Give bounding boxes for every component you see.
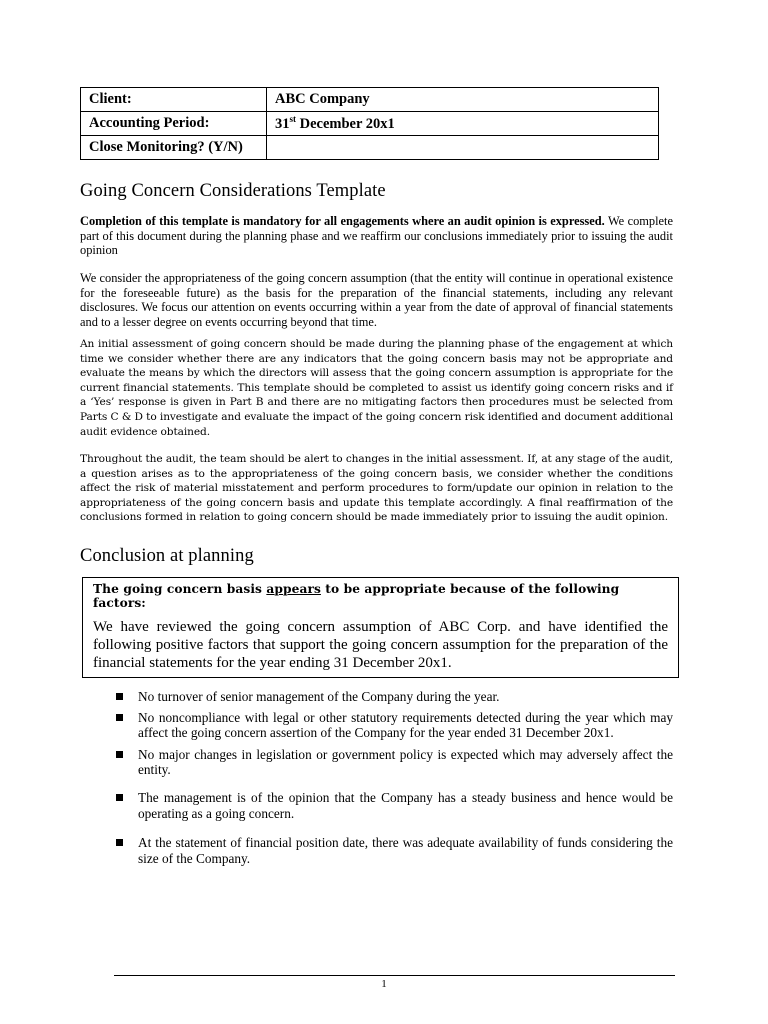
close-monitoring-value bbox=[267, 136, 659, 160]
engagement-info-table bbox=[80, 87, 659, 160]
list-item bbox=[114, 689, 673, 705]
list-item-text: No noncompliance with legal or other statutory requirements detected during the year which may affect the going concern assertion of the Company for the year ended 31 December 20x1. bbox=[138, 709, 673, 741]
conclusion-heading: Conclusion at planning bbox=[80, 546, 254, 566]
conclusion-box-heading bbox=[93, 582, 668, 610]
client-value: ABC Company bbox=[267, 88, 659, 112]
period-day: 31 bbox=[275, 115, 290, 132]
box-head-post: to be appropriate because of the following factors: bbox=[93, 582, 620, 610]
list-item bbox=[114, 710, 673, 741]
period-ordinal: st bbox=[289, 114, 296, 125]
accounting-period-label: Accounting Period: bbox=[81, 112, 267, 136]
intro-rest: We complete part of this document during the planning phase and we reaffirm our conclusions immediately prior to issuing the audit opinion bbox=[80, 214, 673, 258]
list-item-text: No turnover of senior management of the Company during the year. bbox=[138, 689, 500, 704]
list-item bbox=[114, 835, 673, 866]
list-item-text: At the statement of financial position date, there was adequate availability of funds considering the size of the Company. bbox=[138, 835, 673, 866]
accounting-period-value bbox=[267, 112, 659, 136]
box-head-pre: The going concern basis bbox=[93, 582, 267, 596]
square-bullet-icon bbox=[116, 794, 123, 801]
square-bullet-icon bbox=[116, 839, 123, 846]
client-label: Client: bbox=[81, 88, 267, 112]
page-number: 1 bbox=[381, 978, 387, 990]
list-item bbox=[114, 747, 673, 778]
intro-bold: Completion of this template is mandatory for all engagements where an audit opinion is expressed. bbox=[80, 214, 605, 228]
page-title: Going Concern Considerations Template bbox=[80, 181, 386, 201]
box-head-underlined: appears bbox=[266, 582, 321, 596]
footer-divider bbox=[114, 975, 675, 976]
list-item-text: No major changes in legislation or government policy is expected which may adversely affect the entity. bbox=[138, 746, 673, 778]
conclusion-box-text: We have reviewed the going concern assumption of ABC Corp. and have identified the following positive factors that support the going concern assumption for the preparation of the financial statements for the year ending 31 December 20x1. bbox=[93, 619, 668, 671]
square-bullet-icon bbox=[116, 751, 123, 758]
conclusion-box bbox=[82, 577, 679, 678]
paragraph-going-concern-assumption: We consider the appropriateness of the going concern assumption (that the entity will continue in operational existence for the foreseeable future) as the basis for the preparation of the financial statements, including any relevant disclosures. We focus our attention on events occurring within a year from the date of approval of financial statements and to a lesser degree on events occurring beyond that time. bbox=[80, 271, 673, 329]
square-bullet-icon bbox=[116, 693, 123, 700]
paragraph-throughout-audit: Throughout the audit, the team should be alert to changes in the initial assessment. If, at any stage of the audit, a question arises as to the appropriateness of the going concern basis, we consider whether the conditions affect the risk of material misstatement and perform procedures to form/update our opinion in relation to the appropriateness of the going concern basis and update this template accordingly. A final reaffirmation of the conclusions formed in relation to going concern should be made immediately prior to issuing the audit opinion. bbox=[80, 453, 673, 524]
positive-factors-list bbox=[114, 689, 673, 866]
intro-paragraph bbox=[80, 214, 673, 258]
list-item-text: The management is of the opinion that the Company has a steady business and hence would be operating as a going concern. bbox=[138, 789, 673, 821]
paragraph-initial-assessment: An initial assessment of going concern should be made during the planning phase of the engagement at which time we consider whether there are any indicators that the going concern basis may not be appropriate and evaluate the means by which the directors will assess that the going concern assumption is appropriate for the current financial statements. This template should be completed to assist us identify going concern risks and if a ‘Yes’ response is given in Part B and there are no mitigating factors then procedures must be selected from Parts C & D to investigate and evaluate the impact of the going concern risk identified and document additional audit evidence obtained. bbox=[80, 338, 673, 438]
period-month-year: December 20x1 bbox=[296, 115, 395, 132]
table-row bbox=[81, 88, 659, 112]
square-bullet-icon bbox=[116, 714, 123, 721]
list-item bbox=[114, 790, 673, 821]
table-row bbox=[81, 136, 659, 160]
close-monitoring-label: Close Monitoring? (Y/N) bbox=[81, 136, 267, 160]
table-row bbox=[81, 112, 659, 136]
